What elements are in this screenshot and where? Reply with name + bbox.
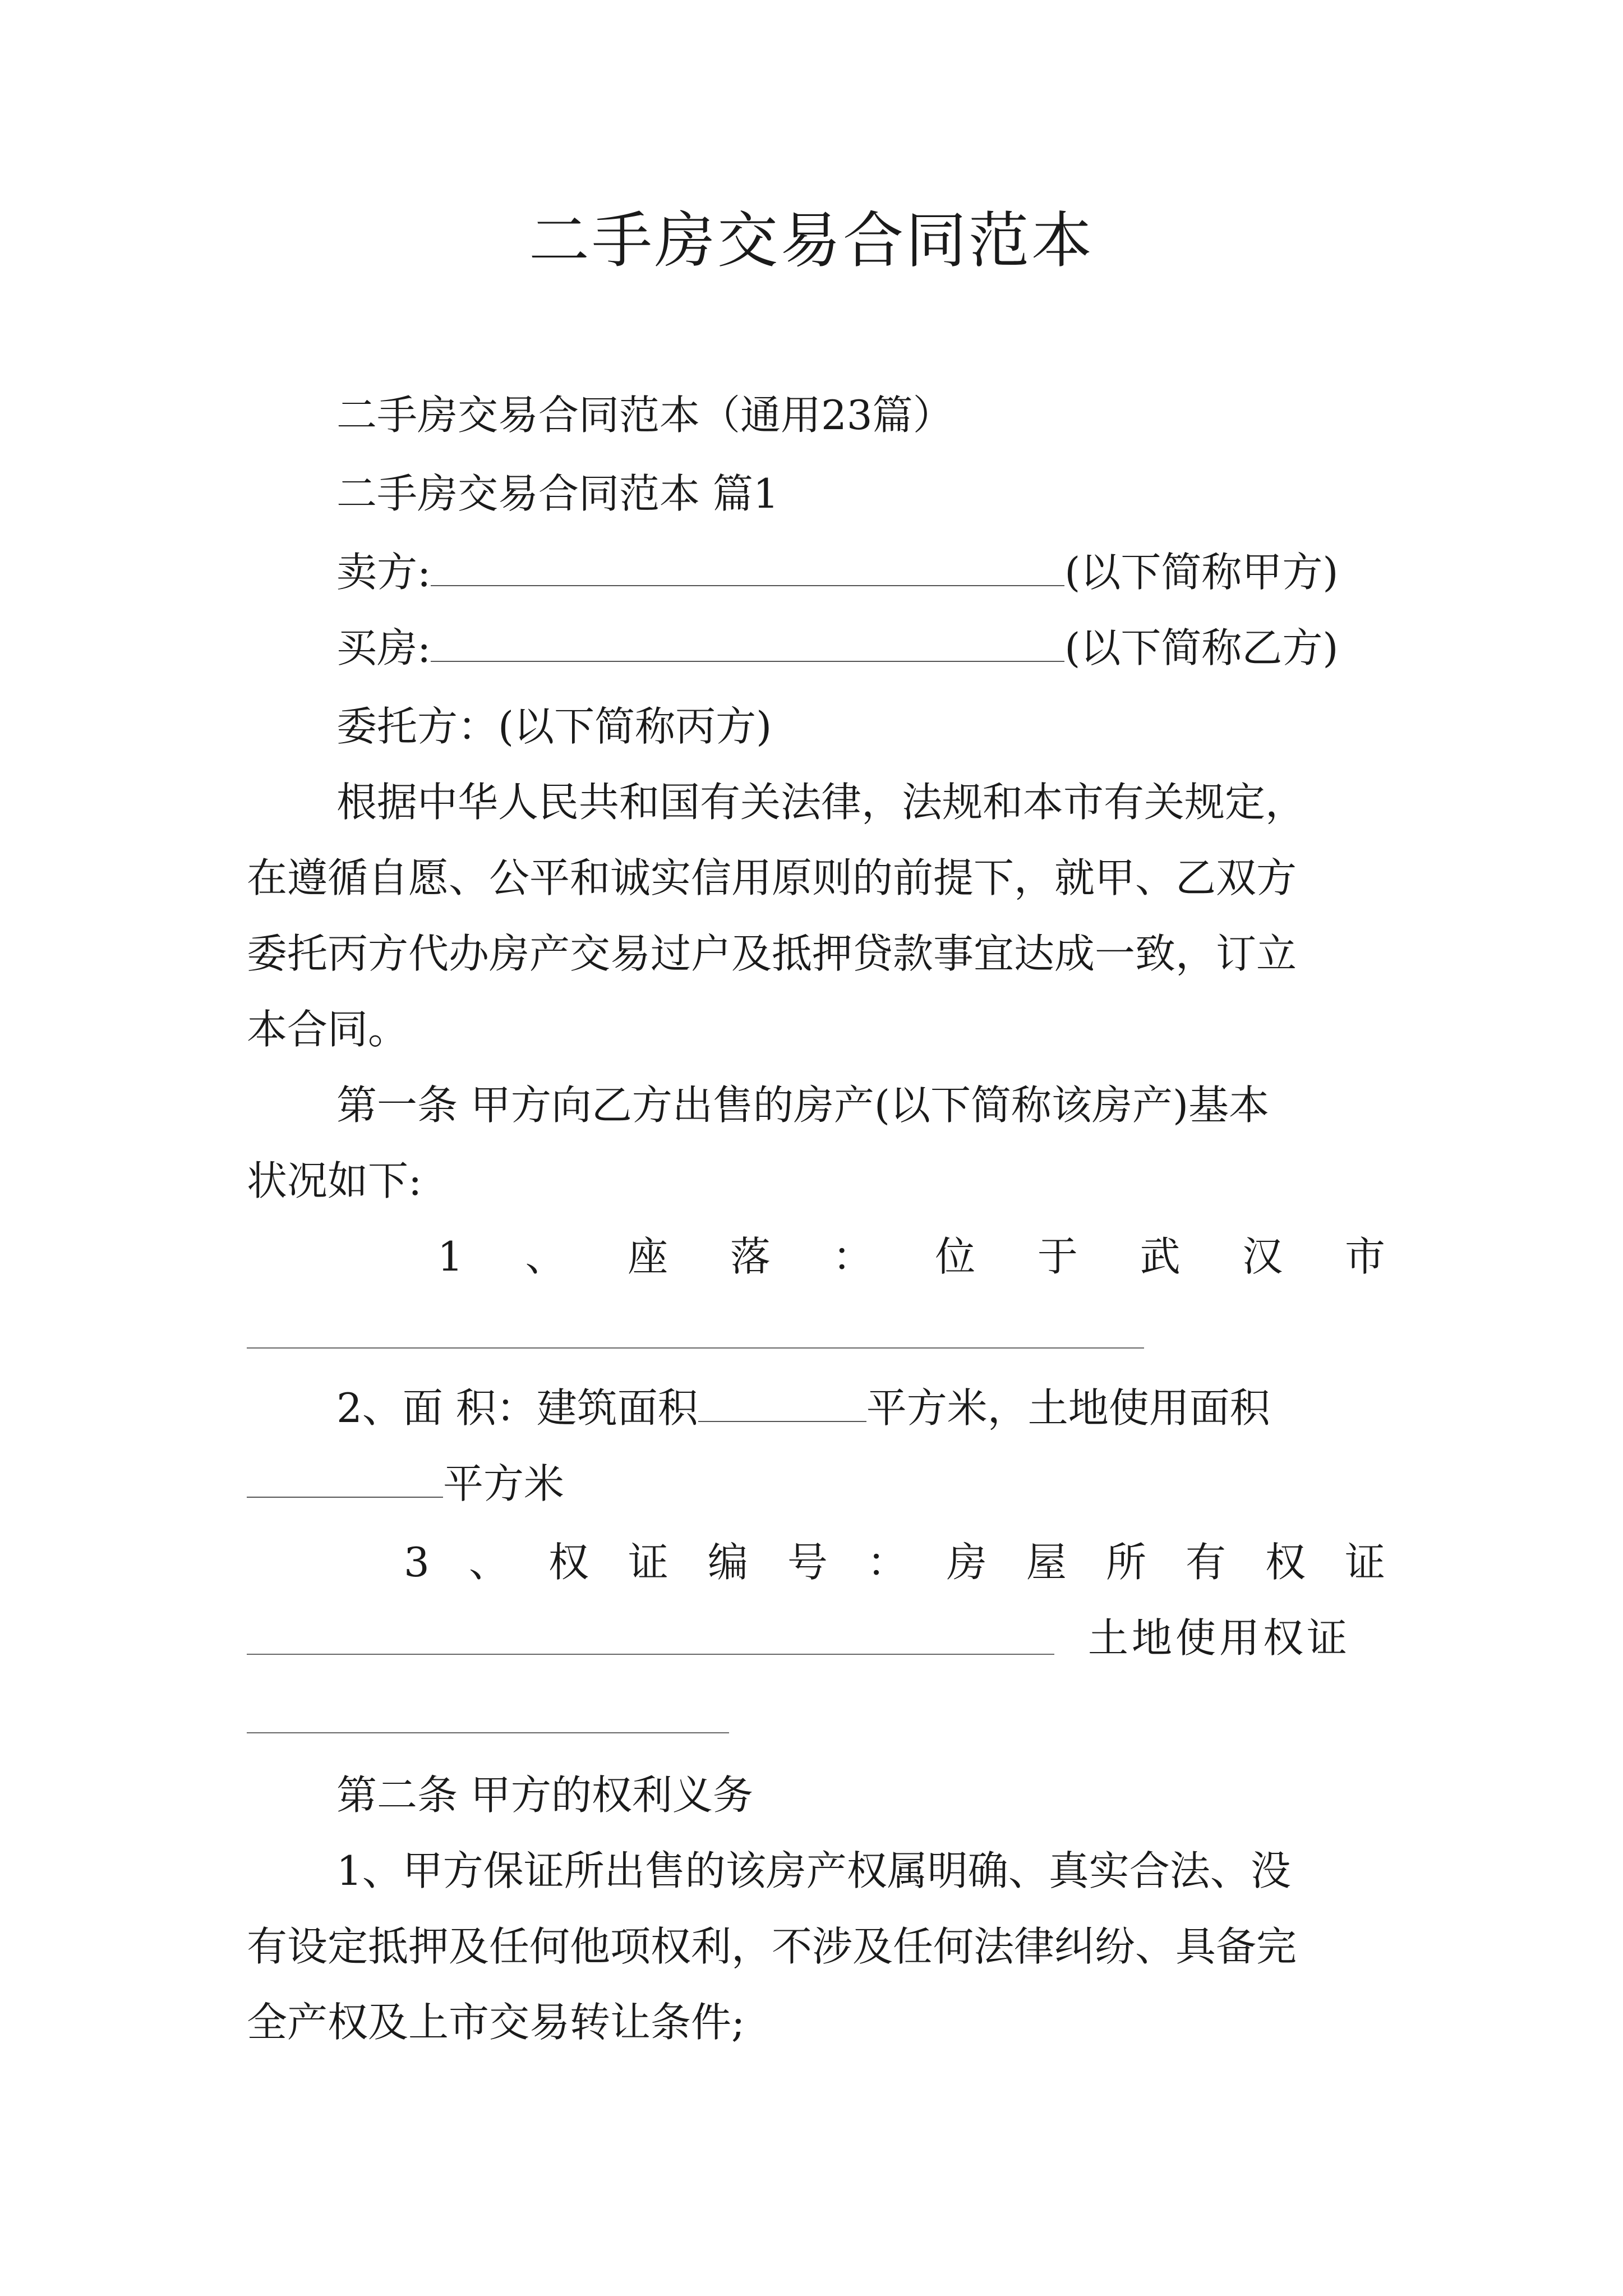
preamble-line-3: 委托丙方代办房产交易过户及抵押贷款事宜达成一致，订立	[247, 930, 1297, 977]
preamble-line-2: 在遵循自愿、公平和诚实信用原则的前提下，就甲、乙双方	[247, 854, 1297, 901]
item1-location	[437, 1228, 1385, 1285]
preamble-line-1: 根据中华人民共和国有关法律，法规和本市有关规定，	[336, 779, 1306, 826]
article2-item1-line-2: 有设定抵押及任何他项权利，不涉及任何法律纠纷、具备完	[247, 1923, 1297, 1970]
article2-item1-line-1: 1、甲方保证所出售的该房产权属明确、真实合法、没	[336, 1847, 1291, 1894]
seller-line	[336, 544, 1338, 600]
article1-line-2: 状况如下:	[247, 1157, 422, 1204]
buyer-blank	[431, 622, 1064, 662]
item1-char: 落	[730, 1233, 771, 1280]
item3-char: 证	[1344, 1539, 1385, 1586]
item2-mid: 平方米，土地使用面积	[866, 1384, 1270, 1432]
article2-heading: 第二条 甲方的权利义务	[336, 1772, 753, 1819]
seller-suffix: (以下简称甲方)	[1064, 549, 1339, 596]
item2-area-line-2	[247, 1456, 564, 1512]
article2-item1-line-3: 全产权及上市交易转让条件;	[247, 1999, 745, 2046]
buyer-line	[336, 620, 1338, 676]
land-cert-label: 土地使用权证	[1088, 1614, 1351, 1662]
item2-area-line	[336, 1380, 1270, 1436]
section-heading: 二手房交易合同范本 篇1	[336, 470, 779, 517]
item2-suffix: 平方米	[443, 1460, 565, 1507]
item3-char: 、	[468, 1539, 509, 1586]
item3-char: 权	[548, 1539, 589, 1586]
land-area-blank	[247, 1457, 443, 1498]
item1-char: 市	[1344, 1233, 1385, 1280]
item3-char: 屋	[1026, 1539, 1067, 1586]
item1-char: 座	[628, 1233, 668, 1280]
agent-line: 委托方：(以下简称丙方)	[336, 703, 772, 750]
item3-char: 编	[707, 1539, 748, 1586]
item1-char: 、	[525, 1233, 566, 1280]
item3-char: 证	[628, 1539, 668, 1586]
item3-char: 所	[1105, 1539, 1146, 1586]
seller-label: 卖方:	[336, 549, 431, 596]
document-subtitle: 二手房交易合同范本（通用23篇）	[336, 392, 953, 439]
item3-char: 房	[946, 1539, 987, 1586]
item3-char: 权	[1265, 1539, 1306, 1586]
article1-line-1: 第一条 甲方向乙方出售的房产(以下简称该房产)基本	[336, 1082, 1270, 1129]
item3-char: 有	[1185, 1539, 1226, 1586]
item1-char: 汉	[1242, 1233, 1283, 1280]
item3-char: 3	[404, 1539, 430, 1586]
item1-location-blank	[247, 1347, 1144, 1349]
item3-char: ：	[866, 1539, 907, 1586]
item3-cert-line	[404, 1534, 1385, 1590]
item3-char: 号	[787, 1539, 828, 1586]
item1-char: 武	[1140, 1233, 1181, 1280]
item1-char: 于	[1037, 1233, 1078, 1280]
item1-char: ：	[832, 1233, 873, 1280]
document-title: 二手房交易合同范本	[528, 206, 1094, 276]
item1-char: 位	[935, 1233, 976, 1280]
preamble-line-4: 本合同。	[247, 1006, 409, 1053]
item2-prefix: 2、面 积：建筑面积	[336, 1384, 698, 1432]
house-cert-blank	[247, 1654, 1054, 1655]
seller-blank	[431, 546, 1064, 586]
buyer-label: 买房:	[336, 624, 431, 671]
item1-char: 1	[437, 1233, 463, 1280]
buyer-suffix: (以下简称乙方)	[1064, 624, 1339, 671]
land-cert-blank	[247, 1732, 729, 1733]
building-area-blank	[698, 1382, 866, 1422]
